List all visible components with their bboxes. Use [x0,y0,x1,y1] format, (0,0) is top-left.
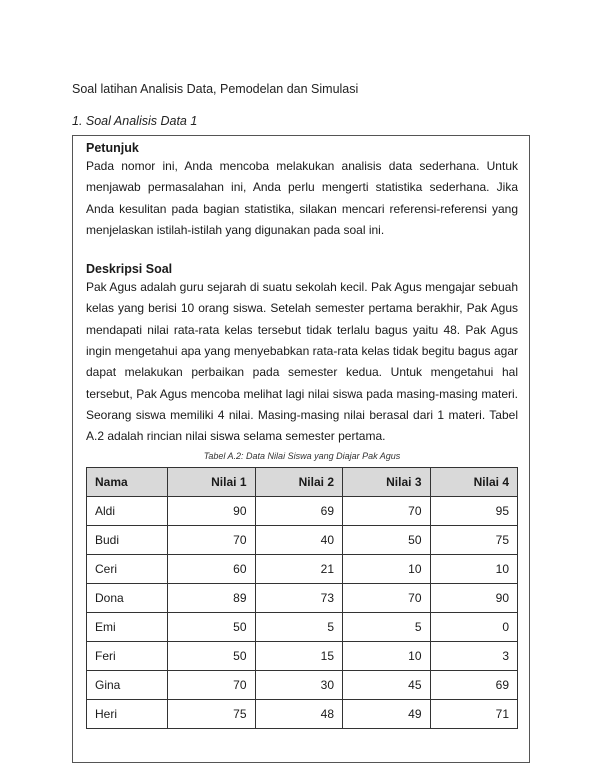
grade-cell: 89 [168,583,256,612]
header-nilai-4: Nilai 4 [430,467,518,496]
grade-cell: 69 [430,670,518,699]
table-row [87,670,518,699]
grade-cell: 70 [343,496,431,525]
grade-cell: 75 [168,699,256,728]
document-title: Soal latihan Analisis Data, Pemodelan dan Simulasi [72,82,359,96]
student-name-cell: Budi [87,525,168,554]
petunjuk-text: Pada nomor ini, Anda mencoba melakukan analisis data sederhana. Untuk menjawab permasalahan ini, Anda perlu mengerti statistika sederhana. Jika Anda kesulitan pada bagian statistika, silakan mencari referensi-referensi yang menjelaskan istilah-istilah yang digunakan pada soal ini. [86,159,518,237]
grade-cell: 50 [168,612,256,641]
table-row [87,699,518,728]
grade-cell: 69 [255,496,343,525]
grade-cell: 49 [343,699,431,728]
question-content [86,140,518,729]
table-caption: Tabel A.2: Data Nilai Siswa yang Diajar Pak Agus [203,450,401,461]
grade-cell: 45 [343,670,431,699]
table-row [87,525,518,554]
grade-cell: 50 [168,641,256,670]
grade-cell: 90 [168,496,256,525]
section-heading: 1. Soal Analisis Data 1 [72,114,198,128]
student-name-cell: Feri [87,641,168,670]
table-row [87,612,518,641]
grade-cell: 5 [343,612,431,641]
grade-cell: 70 [168,525,256,554]
header-nilai-3: Nilai 3 [343,467,431,496]
grade-cell: 70 [343,583,431,612]
grade-cell: 90 [430,583,518,612]
grade-cell: 50 [343,525,431,554]
grade-cell: 60 [168,554,256,583]
table-row [87,496,518,525]
grade-cell: 10 [343,554,431,583]
grade-cell: 75 [430,525,518,554]
grade-cell: 71 [430,699,518,728]
table-row [87,583,518,612]
header-nilai-2: Nilai 2 [255,467,343,496]
student-name-cell: Emi [87,612,168,641]
table-header-row [87,467,518,496]
header-nilai-1: Nilai 1 [168,467,256,496]
grade-cell: 73 [255,583,343,612]
petunjuk-heading: Petunjuk [86,141,139,155]
grade-cell: 30 [255,670,343,699]
table-row [87,554,518,583]
grade-cell: 40 [255,525,343,554]
grade-cell: 15 [255,641,343,670]
grade-cell: 10 [430,554,518,583]
grade-cell: 21 [255,554,343,583]
grade-cell: 3 [430,641,518,670]
grade-cell: 95 [430,496,518,525]
student-name-cell: Heri [87,699,168,728]
grade-cell: 0 [430,612,518,641]
student-name-cell: Aldi [87,496,168,525]
student-name-cell: Ceri [87,554,168,583]
deskripsi-text: Pak Agus adalah guru sejarah di suatu sekolah kecil. Pak Agus mengajar sebuah kelas yang berisi 10 orang siswa. Setelah semester pertama berakhir, Pak Agus mendapati nilai rata-rata kelas tersebut tidak terlalu bagus yaitu 48. Pak Agus ingin mengetahui apa yang menyebabkan rata-rata kelas tidak begitu bagus agar dapat melakukan perbaikan pada semester kedua. Untuk mengetahui hal tersebut, Pak Agus mencoba melihat lagi nilai siswa pada masing-masing materi. Seorang siswa memiliki 4 nilai. Masing-masing nilai berasal dari 1 materi. Tabel A.2 adalah rincian nilai siswa selama semester pertama. [86,280,518,444]
grade-cell: 5 [255,612,343,641]
header-nama: Nama [87,467,168,496]
deskripsi-heading: Deskripsi Soal [86,262,173,277]
grade-cell: 70 [168,670,256,699]
student-name-cell: Gina [87,670,168,699]
student-name-cell: Dona [87,583,168,612]
grade-cell: 48 [255,699,343,728]
grade-cell: 10 [343,641,431,670]
question-box [72,135,530,763]
table-row [87,641,518,670]
student-grades-table [86,467,518,729]
